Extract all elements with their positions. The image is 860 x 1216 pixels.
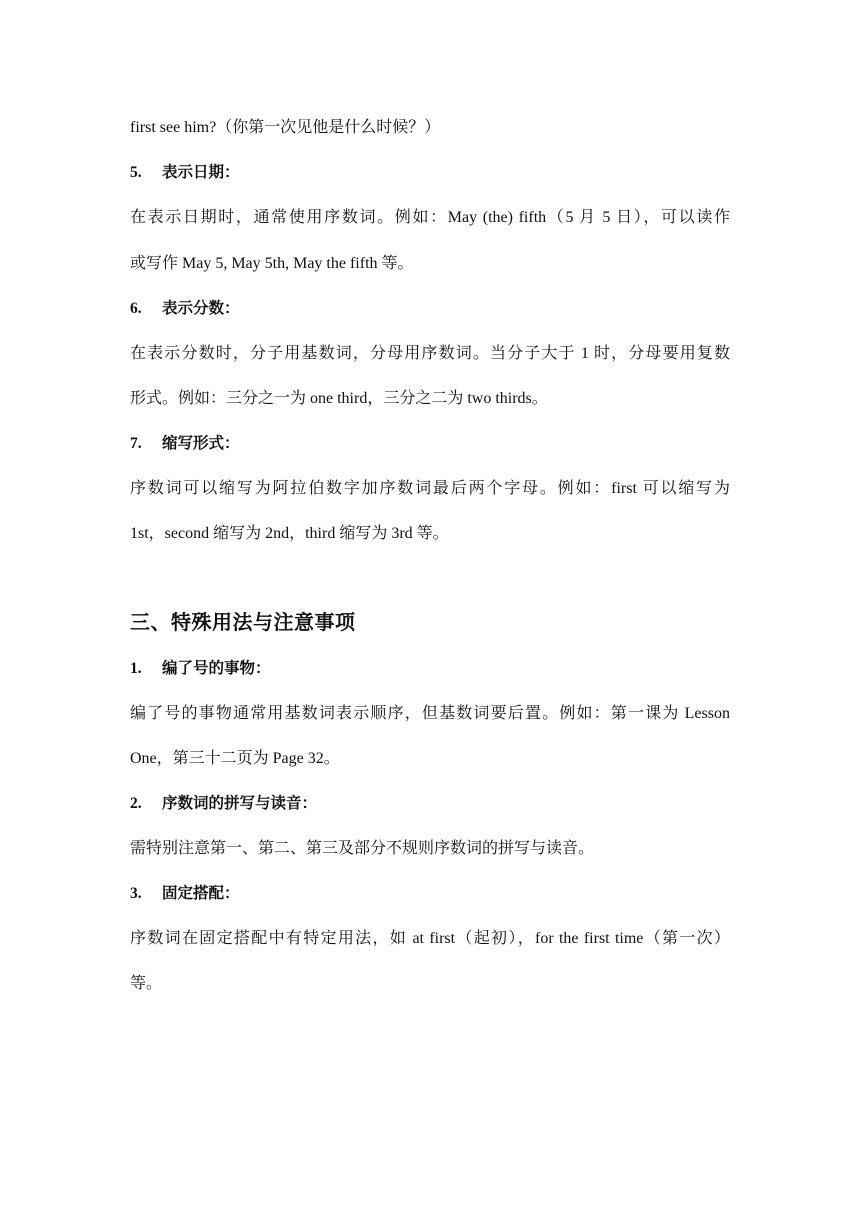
subheading-text: 编了号的事物： bbox=[162, 660, 271, 677]
paragraph-line: 等。 bbox=[130, 975, 163, 992]
subheading-number: 6. bbox=[130, 300, 142, 317]
subheading-collocations bbox=[130, 883, 730, 905]
subheading-text: 表示日期： bbox=[162, 164, 240, 181]
paragraph-line: 序数词可以缩写为阿拉伯数字加序数词最后两个字母。例如：first 可以缩写为 bbox=[130, 480, 730, 497]
subheading-number: 3. bbox=[130, 885, 142, 902]
subheading-numbered-items bbox=[130, 658, 730, 680]
paragraph-line: One，第三十二页为 Page 32。 bbox=[130, 750, 340, 767]
section-heading: 三、特殊用法与注意事项 bbox=[130, 612, 356, 634]
paragraph-line: 需特别注意第一、第二、第三及部分不规则序数词的拼写与读音。 bbox=[130, 840, 595, 857]
paragraph-line: 形式。例如：三分之一为 one third，三分之二为 two thirds。 bbox=[130, 390, 548, 407]
subheading-text: 序数词的拼写与读音： bbox=[162, 795, 318, 812]
subheading-number: 2. bbox=[130, 795, 142, 812]
paragraph-line: 在表示日期时，通常使用序数词。例如：May (the) fifth（5 月 5 日），可以读作 bbox=[130, 209, 730, 226]
paragraph-line: first see him?（你第一次见他是什么时候？） bbox=[130, 119, 441, 136]
subheading-spelling bbox=[130, 793, 730, 815]
subheading-text: 固定搭配： bbox=[162, 885, 240, 902]
subheading-number: 5. bbox=[130, 164, 142, 181]
paragraph-line: 1st，second 缩写为 2nd，third 缩写为 3rd 等。 bbox=[130, 525, 449, 542]
paragraph-line: 编了号的事物通常用基数词表示顺序，但基数词要后置。例如：第一课为 Lesson bbox=[130, 705, 730, 722]
subheading-number: 1. bbox=[130, 660, 142, 677]
document-page bbox=[130, 0, 730, 1216]
subheading-number: 7. bbox=[130, 435, 142, 452]
subheading-text: 缩写形式： bbox=[162, 435, 240, 452]
subheading-date bbox=[130, 162, 730, 184]
subheading-text: 表示分数： bbox=[162, 300, 240, 317]
paragraph-line: 序数词在固定搭配中有特定用法，如 at first（起初），for the first time（第一次） bbox=[130, 930, 730, 947]
subheading-fraction bbox=[130, 298, 730, 320]
subheading-abbreviation bbox=[130, 433, 730, 455]
paragraph-line: 在表示分数时，分子用基数词，分母用序数词。当分子大于 1 时，分母要用复数 bbox=[130, 345, 730, 362]
paragraph-line: 或写作 May 5, May 5th, May the fifth 等。 bbox=[130, 255, 414, 272]
